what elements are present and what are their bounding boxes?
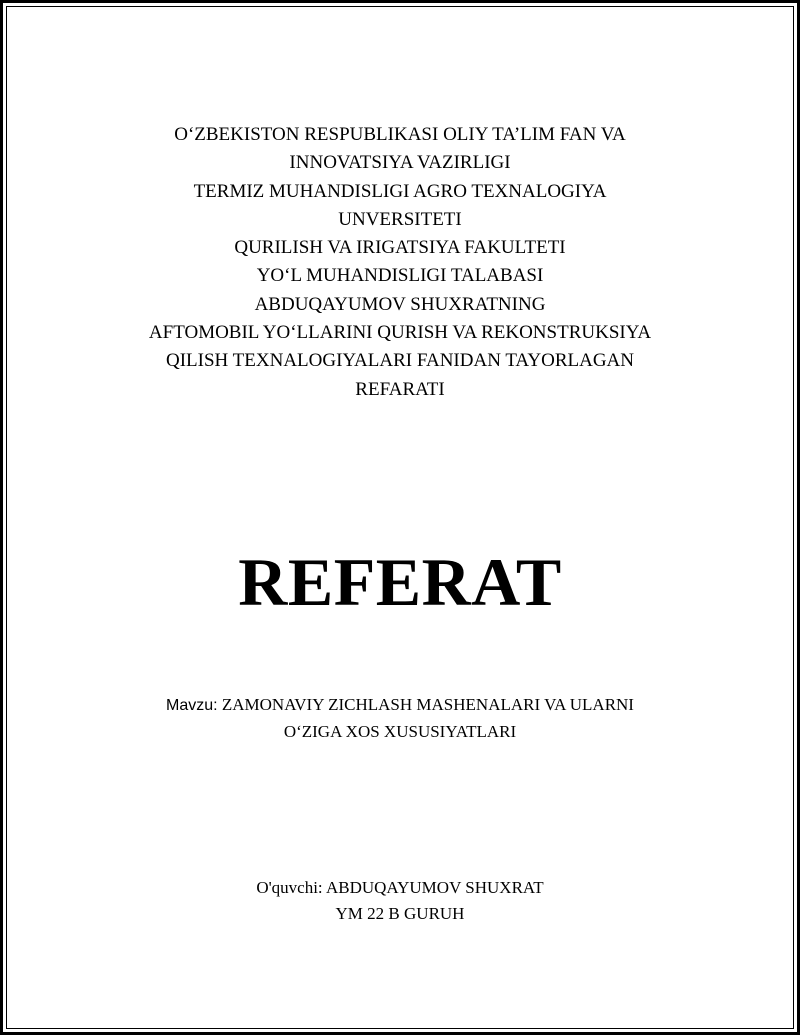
topic-text-1: ZAMONAVIY ZICHLASH MASHENALARI VA ULARNI [221,695,634,714]
student-name: O'quvchi: ABDUQAYUMOV SHUXRAT [256,878,544,897]
heading-line-subject: AFTOMOBIL YO‘LLARINI QURISH VA REKONSTRUKSIYA [148,322,652,344]
heading-line-student-name: ABDUQAYUMOV SHUXRATNING [254,293,546,315]
heading-line-ministry-cont: INNOVATSIYA VAZIRLIGI [289,152,511,174]
topic-label: Mavzu: [166,697,218,714]
student-block [60,875,740,927]
heading-line-faculty: QURILISH VA IRIGATSIYA FAKULTETI [234,237,566,259]
topic-line-1 [60,692,740,719]
heading-line-department: YO‘L MUHANDISLIGI TALABASI [256,265,544,287]
heading-line-subject-cont: QILISH TEXNALOGIYALARI FANIDAN TAYORLAGAN [165,350,634,372]
document-title: REFERAT [238,544,562,620]
student-group: YM 22 B GURUH [335,904,465,923]
heading-line-university: TERMIZ MUHANDISLIGI AGRO TEXNALOGIYA [193,180,607,202]
heading-line-university-cont: UNVERSITETI [338,208,462,230]
heading-line-report: REFARATI [355,378,445,400]
topic-block [60,692,740,745]
heading-line-ministry: O‘ZBEKISTON RESPUBLIKASI OLIY TA’LIM FAN VA [174,124,626,145]
topic-line-2: O‘ZIGA XOS XUSUSIYATLARI [283,722,517,741]
institution-heading [60,121,740,404]
